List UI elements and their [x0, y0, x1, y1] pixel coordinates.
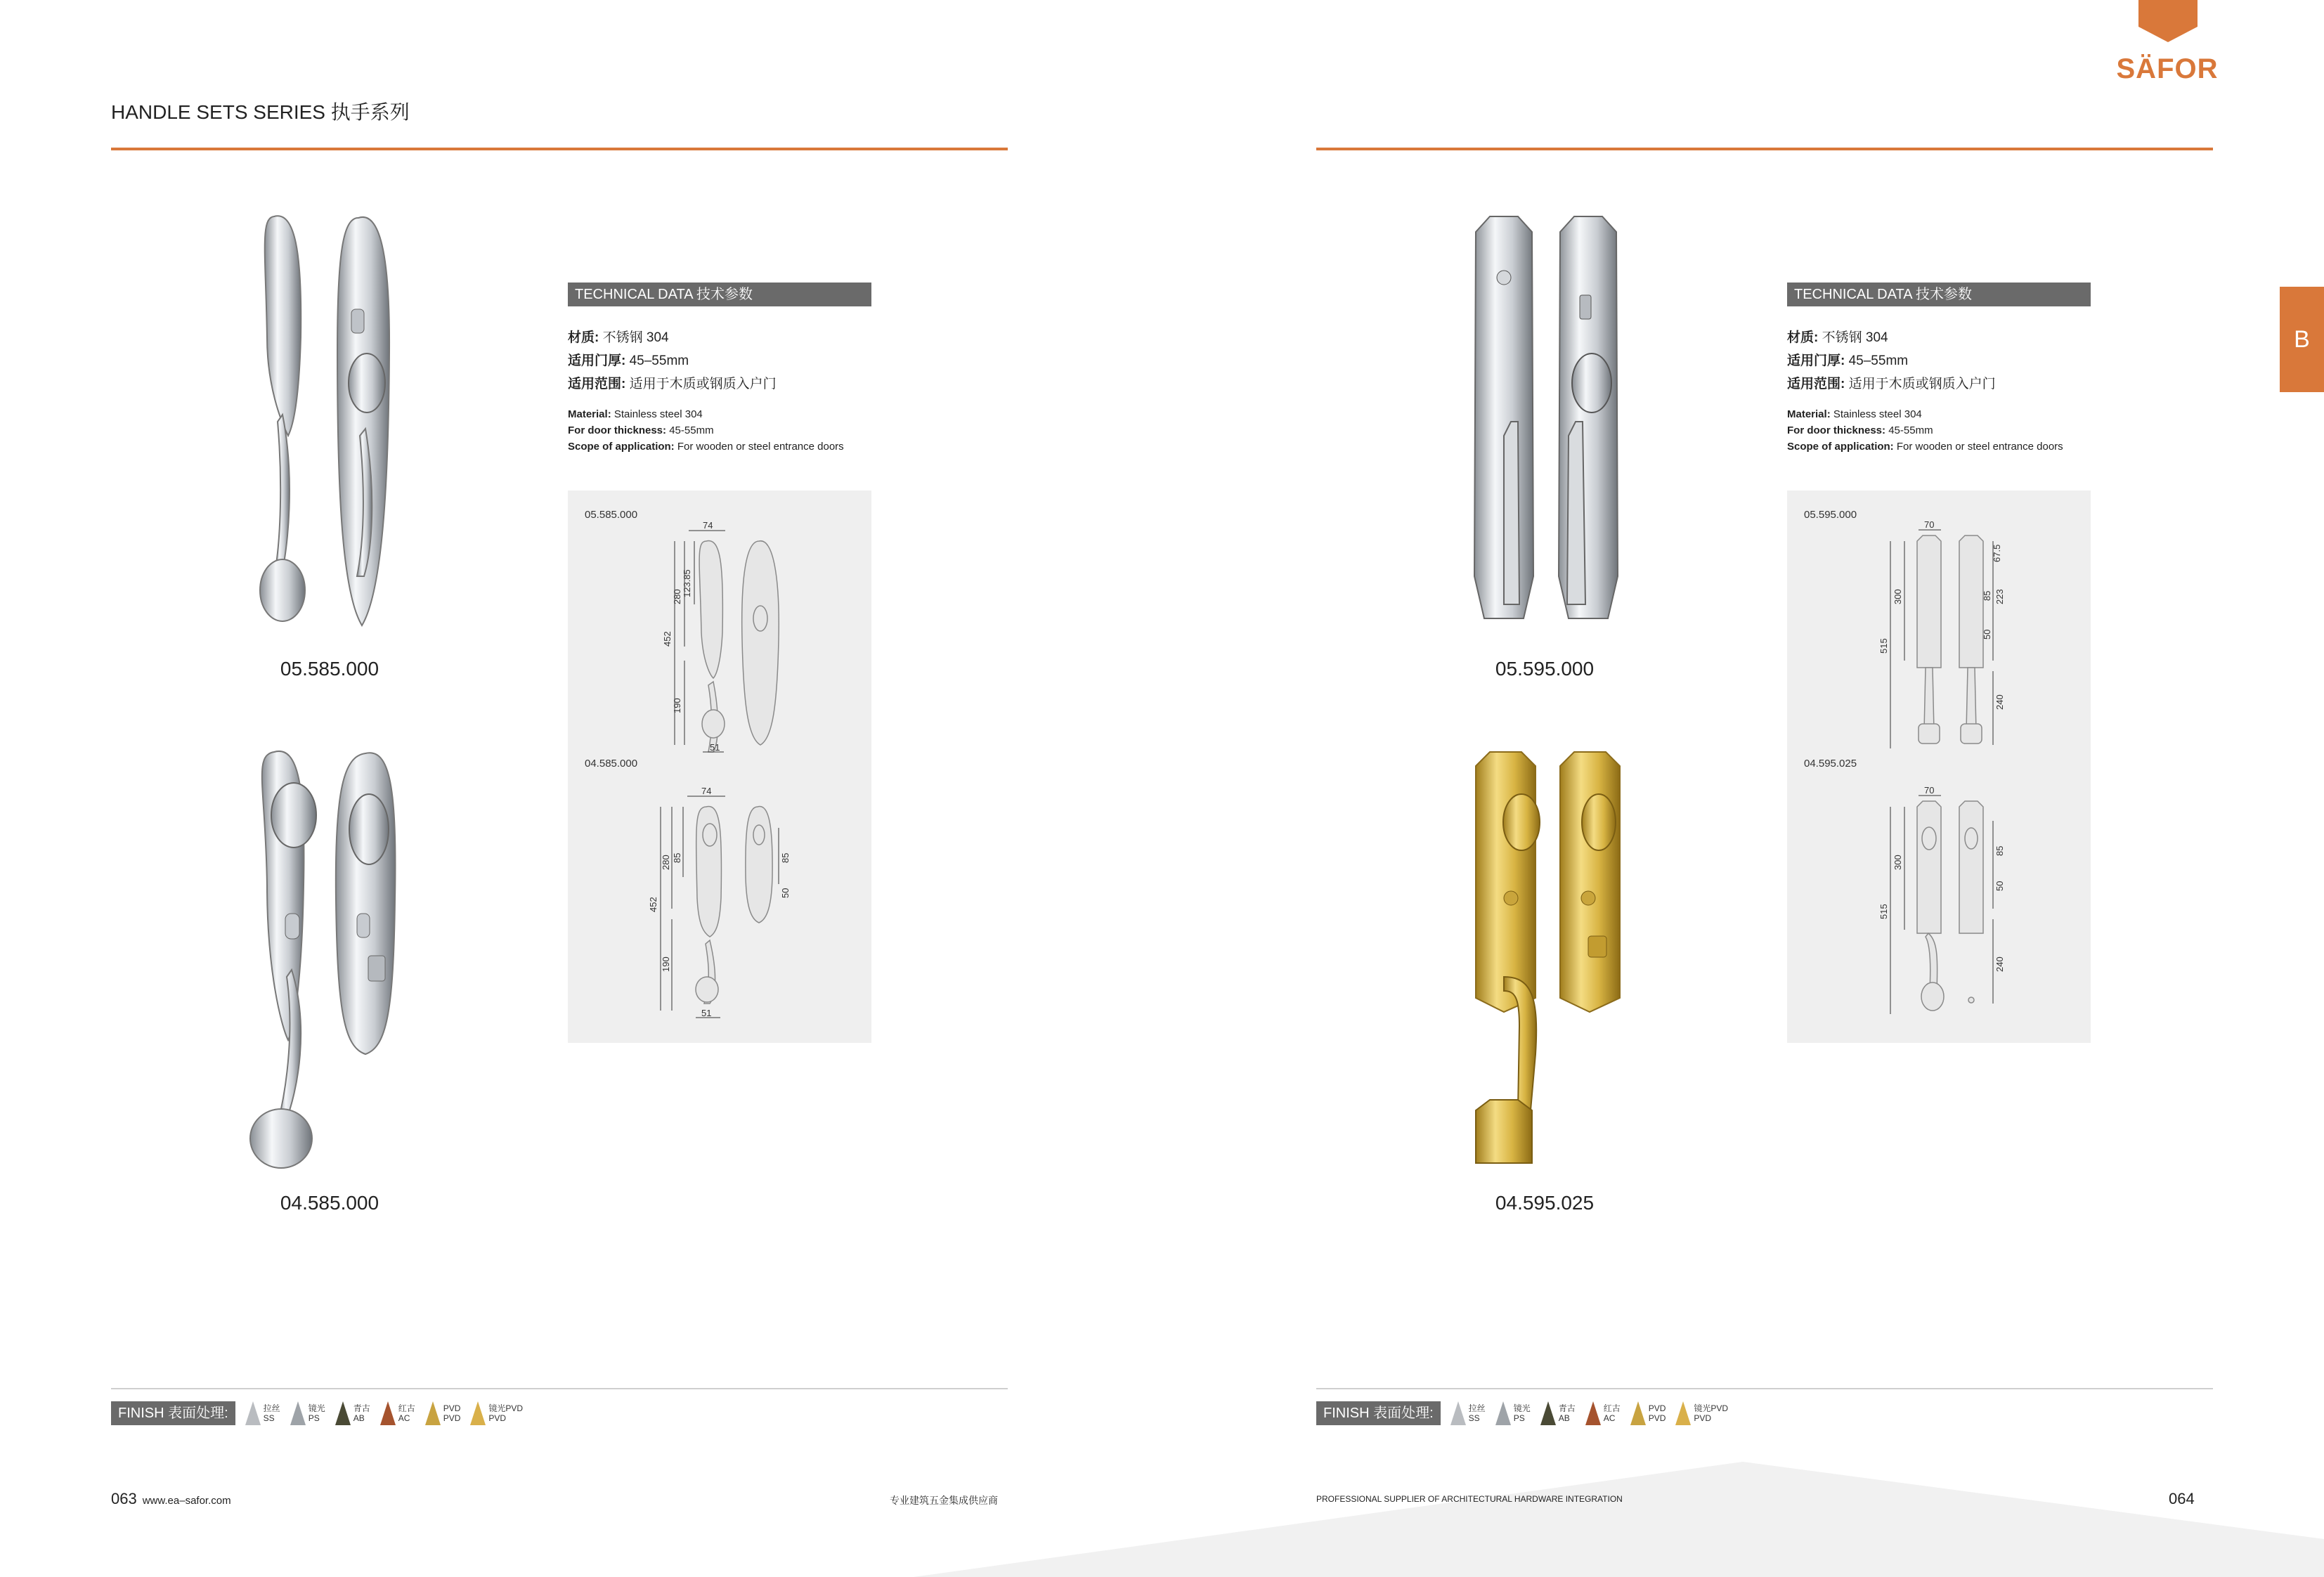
- finish-swatch-mirror-pvd: 镜光PVD PVD: [1675, 1401, 1728, 1425]
- svg-text:515: 515: [1878, 638, 1889, 654]
- finish-swatch-ab: 青古 AB: [1540, 1401, 1576, 1425]
- footer-tagline-en: PROFESSIONAL SUPPLIER OF ARCHITECTURAL HARDWARE INTEGRATION: [1316, 1494, 1623, 1504]
- drawing-label: 04.585.000: [585, 758, 638, 770]
- finish-swatch-ac: 红古 AC: [380, 1401, 415, 1425]
- logo-ribbon-icon: [2138, 0, 2198, 42]
- technical-drawing-05-595-000: [1869, 520, 2010, 759]
- header-rule-right: [1316, 148, 2213, 150]
- svg-text:300: 300: [1893, 589, 1903, 604]
- svg-text:85: 85: [1994, 845, 2005, 856]
- finish-cone-icon: [380, 1401, 396, 1425]
- product-code: 04.585.000: [280, 1192, 379, 1214]
- svg-text:223: 223: [1994, 589, 2005, 604]
- finish-swatch-mirror-pvd: 镜光PVD PVD: [470, 1401, 523, 1425]
- svg-text:240: 240: [1994, 956, 2005, 972]
- product-image-04-595-025: [1462, 745, 1644, 1174]
- finish-swatch-ab: 青古 AB: [335, 1401, 370, 1425]
- svg-text:300: 300: [1893, 855, 1903, 870]
- technical-drawing-05-585-000: [654, 520, 794, 759]
- header-rule-left: [111, 148, 1008, 150]
- footer-wedge: [914, 1455, 2324, 1577]
- drawing-label: 05.585.000: [585, 509, 638, 521]
- finish-cone-icon: [425, 1401, 441, 1425]
- technical-drawing-04-585-000: [640, 786, 794, 1025]
- page-number-left: 063: [111, 1490, 137, 1507]
- page-number-right: 064: [2169, 1490, 2195, 1507]
- svg-text:51: 51: [701, 1008, 712, 1018]
- brand-logo: SÄFOR: [2116, 53, 2219, 84]
- svg-text:190: 190: [672, 698, 682, 713]
- svg-text:50: 50: [780, 888, 791, 898]
- finish-cone-icon: [1630, 1401, 1646, 1425]
- product-image-05-585-000: [239, 211, 422, 632]
- svg-text:123.85: 123.85: [682, 569, 692, 597]
- tech-data-header: TECHNICAL DATA 技术参数: [568, 283, 871, 306]
- svg-text:85: 85: [780, 852, 791, 863]
- svg-text:74: 74: [703, 520, 713, 531]
- finish-swatch-ac: 红古 AC: [1585, 1401, 1621, 1425]
- finish-swatch-ss: 拉丝 SS: [1450, 1401, 1486, 1425]
- finish-swatch-pvd: PVD PVD: [425, 1401, 461, 1425]
- tech-spec-en: Material: Stainless steel 304 For door thickness: 45-55mm Scope of application: For wooden or steel entrance doors: [568, 408, 844, 453]
- finish-swatch-ps: 镜光 PS: [1495, 1401, 1531, 1425]
- svg-text:280: 280: [661, 855, 671, 870]
- svg-text:85: 85: [1982, 590, 1992, 601]
- finish-swatch-ps: 镜光 PS: [290, 1401, 325, 1425]
- product-code: 05.595.000: [1495, 658, 1595, 680]
- drawing-label: 05.595.000: [1804, 509, 1857, 521]
- product-image-04-585-000: [239, 745, 422, 1174]
- footer-rule-left: [111, 1388, 1008, 1389]
- drawing-label: 04.595.025: [1804, 758, 1857, 770]
- svg-text:190: 190: [661, 956, 671, 972]
- finish-cone-icon: [335, 1401, 351, 1425]
- finish-cone-icon: [1675, 1401, 1691, 1425]
- tech-spec-cn: 材质: 不锈钢 304 适用门厚: 45–55mm 适用范围: 适用于木质或钢质入户门: [568, 330, 777, 391]
- svg-text:452: 452: [662, 631, 673, 647]
- svg-text:51: 51: [710, 742, 720, 753]
- section-tab: B: [2280, 287, 2324, 392]
- footer-tagline-cn: 专业建筑五金集成供应商: [890, 1495, 998, 1506]
- product-image-05-595-000: [1462, 211, 1644, 632]
- website-url: www.ea–safor.com: [142, 1495, 231, 1507]
- finish-cone-icon: [1585, 1401, 1601, 1425]
- finish-swatch-ss: 拉丝 SS: [245, 1401, 280, 1425]
- finish-cone-icon: [1495, 1401, 1511, 1425]
- finish-label: FINISH 表面处理:: [111, 1401, 235, 1425]
- tech-data-header: TECHNICAL DATA 技术参数: [1787, 283, 2091, 306]
- finish-label: FINISH 表面处理:: [1316, 1401, 1441, 1425]
- svg-text:240: 240: [1994, 694, 2005, 710]
- svg-text:280: 280: [672, 589, 682, 604]
- svg-text:67.5: 67.5: [1992, 544, 2002, 562]
- svg-text:50: 50: [1982, 629, 1992, 640]
- tech-spec-en: Material: Stainless steel 304 For door thickness: 45-55mm Scope of application: For wooden or steel entrance doors: [1787, 408, 2063, 453]
- svg-text:515: 515: [1878, 904, 1889, 919]
- footer-left: [111, 1490, 231, 1508]
- svg-text:452: 452: [648, 897, 658, 912]
- finish-cone-icon: [290, 1401, 306, 1425]
- svg-text:85: 85: [672, 852, 682, 863]
- tech-spec-cn: 材质: 不锈钢 304 适用门厚: 45–55mm 适用范围: 适用于木质或钢质入户门: [1787, 330, 1996, 391]
- footer-rule-right: [1316, 1388, 2213, 1389]
- finish-swatch-pvd: PVD PVD: [1630, 1401, 1666, 1425]
- section-title: HANDLE SETS SERIES 执手系列: [111, 101, 410, 123]
- product-code: 05.585.000: [280, 658, 379, 680]
- finish-cone-icon: [245, 1401, 261, 1425]
- product-code: 04.595.025: [1495, 1192, 1595, 1214]
- svg-text:70: 70: [1924, 520, 1935, 530]
- finish-cone-icon: [1450, 1401, 1466, 1425]
- svg-text:50: 50: [1994, 881, 2005, 891]
- technical-drawing-04-595-025: [1869, 786, 2010, 1025]
- finish-cone-icon: [470, 1401, 486, 1425]
- finish-cone-icon: [1540, 1401, 1556, 1425]
- finish-bar-left: [111, 1401, 523, 1425]
- svg-text:74: 74: [701, 786, 712, 796]
- svg-text:70: 70: [1924, 786, 1935, 796]
- finish-bar-right: [1316, 1401, 1728, 1425]
